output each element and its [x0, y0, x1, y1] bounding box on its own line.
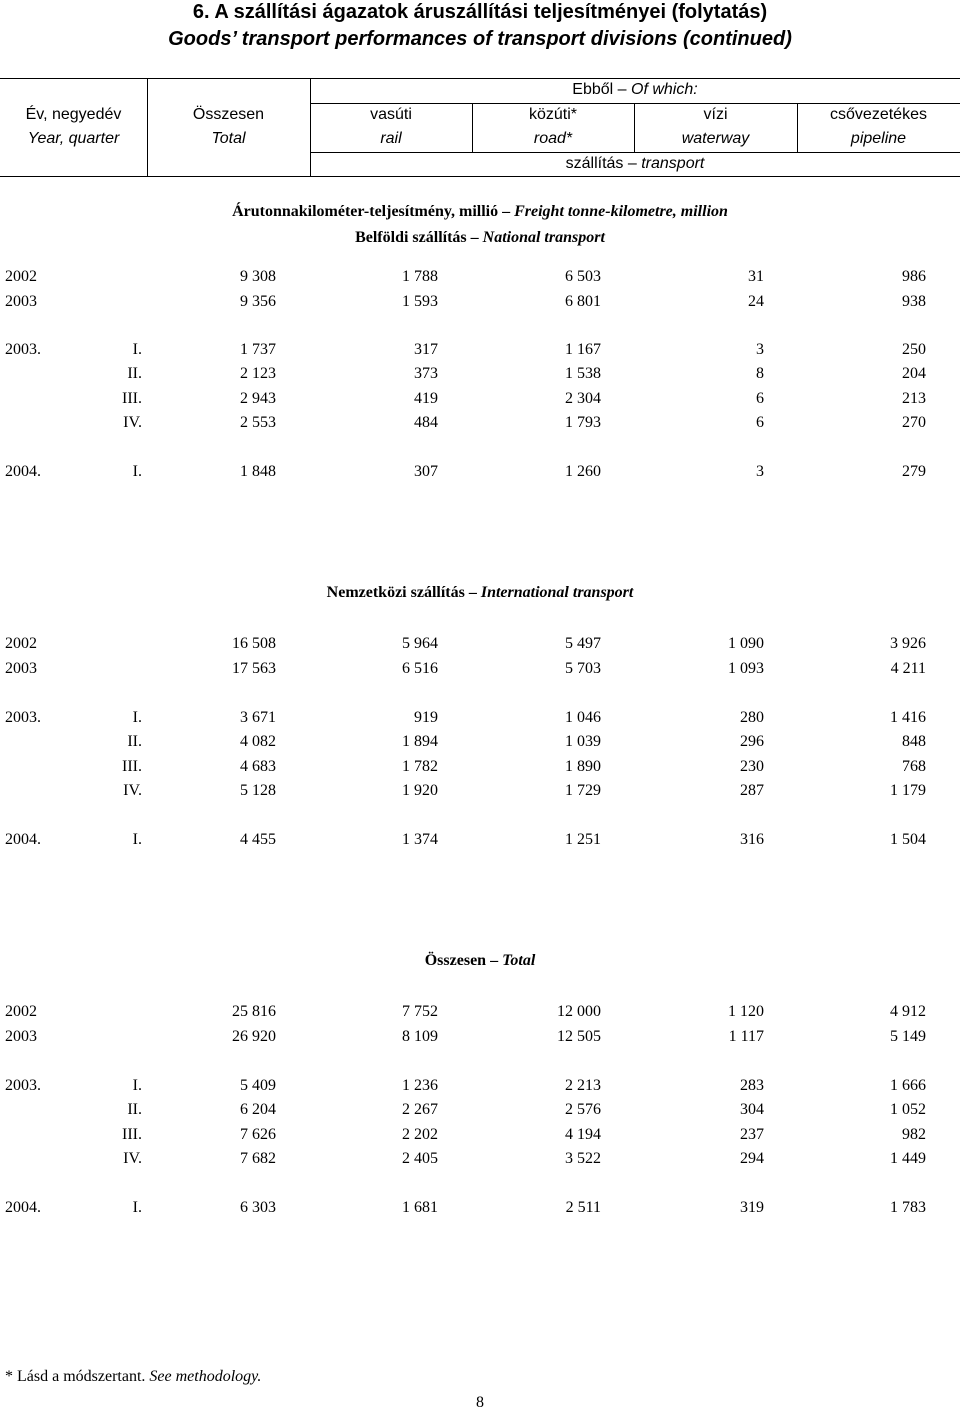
cell-quarter: IV. [123, 1150, 142, 1167]
section-heading-hu: Belföldi szállítás [355, 229, 467, 246]
cell-rail: 317 [414, 341, 438, 358]
cell-total: 26 920 [232, 1028, 276, 1045]
cell-quarter: I. [132, 831, 142, 848]
section-heading-sep: – [470, 229, 479, 246]
cell-total: 4 455 [240, 831, 276, 848]
header-of-which [310, 81, 960, 99]
header-transport-hu: szállítás [565, 155, 624, 172]
cell-rail: 7 752 [402, 1003, 438, 1020]
cell-total: 5 409 [240, 1077, 276, 1094]
cell-waterway: 294 [740, 1150, 764, 1167]
cell-quarter: II. [127, 365, 142, 382]
cell-rail: 1 894 [402, 733, 438, 750]
cell-waterway: 287 [740, 782, 764, 799]
cell-total: 2 943 [240, 390, 276, 407]
table-row [0, 414, 960, 434]
cell-quarter: III. [122, 1126, 142, 1143]
table-row [0, 709, 960, 729]
unit-heading-en: Freight tonne-kilometre, million [514, 203, 728, 220]
cell-quarter: III. [122, 390, 142, 407]
table-row [0, 390, 960, 410]
cell-road: 4 194 [565, 1126, 601, 1143]
cell-waterway: 230 [740, 758, 764, 775]
unit-heading-hu: Árutonnakilométer-teljesítmény, millió [232, 203, 499, 220]
cell-rail: 373 [414, 365, 438, 382]
cell-pipeline: 279 [902, 463, 926, 480]
cell-road: 2 213 [565, 1077, 601, 1094]
cell-road: 1 260 [565, 463, 601, 480]
header-rail-hu: vasúti [370, 106, 412, 123]
section-heading-national [0, 229, 960, 247]
header-columns-rule [310, 152, 960, 153]
table-row [0, 635, 960, 655]
cell-pipeline: 3 926 [890, 635, 926, 652]
cell-rail: 1 782 [402, 758, 438, 775]
cell-total: 5 128 [240, 782, 276, 799]
cell-road: 5 497 [565, 635, 601, 652]
cell-road: 1 251 [565, 831, 601, 848]
unit-heading-sep: – [502, 203, 511, 220]
cell-waterway: 6 [756, 390, 764, 407]
cell-waterway: 304 [740, 1101, 764, 1118]
cell-rail: 1 236 [402, 1077, 438, 1094]
cell-pipeline: 1 449 [890, 1150, 926, 1167]
table-row [0, 1077, 960, 1097]
cell-road: 1 729 [565, 782, 601, 799]
table-row [0, 1101, 960, 1121]
section-heading-hu: Nemzetközi szállítás [326, 584, 465, 601]
cell-road: 12 000 [557, 1003, 601, 1020]
cell-waterway: 283 [740, 1077, 764, 1094]
cell-total: 1 848 [240, 463, 276, 480]
cell-total: 4 683 [240, 758, 276, 775]
section-heading-hu: Összesen [424, 952, 487, 969]
cell-total: 16 508 [232, 635, 276, 652]
cell-road: 3 522 [565, 1150, 601, 1167]
unit-heading [0, 203, 960, 221]
table-row [0, 758, 960, 778]
table-row [0, 293, 960, 313]
table-row [0, 341, 960, 361]
cell-pipeline: 1 416 [890, 709, 926, 726]
cell-total: 9 308 [240, 268, 276, 285]
table-title-english: Goods’ transport performances of transport divisions (continued) [168, 28, 792, 50]
header-year-hu: Év, negyedév [25, 106, 122, 123]
cell-pipeline: 1 783 [890, 1199, 926, 1216]
cell-total: 25 816 [232, 1003, 276, 1020]
cell-year: 2003. [5, 341, 41, 358]
cell-pipeline: 986 [902, 268, 926, 285]
header-transport [310, 155, 960, 173]
footnote [5, 1368, 261, 1386]
cell-waterway: 31 [748, 268, 764, 285]
cell-total: 17 563 [232, 660, 276, 677]
cell-waterway: 319 [740, 1199, 764, 1216]
cell-road: 1 538 [565, 365, 601, 382]
section-heading-total [0, 952, 960, 970]
cell-waterway: 6 [756, 414, 764, 431]
table-row [0, 1150, 960, 1170]
cell-rail: 1 593 [402, 293, 438, 310]
cell-road: 1 167 [565, 341, 601, 358]
cell-pipeline: 250 [902, 341, 926, 358]
cell-total: 2 123 [240, 365, 276, 382]
cell-pipeline: 1 666 [890, 1077, 926, 1094]
cell-road: 6 801 [565, 293, 601, 310]
cell-total: 1 737 [240, 341, 276, 358]
cell-quarter: I. [132, 709, 142, 726]
table-row [0, 1028, 960, 1048]
cell-pipeline: 938 [902, 293, 926, 310]
cell-pipeline: 213 [902, 390, 926, 407]
cell-waterway: 280 [740, 709, 764, 726]
cell-pipeline: 982 [902, 1126, 926, 1143]
cell-rail: 8 109 [402, 1028, 438, 1045]
footnote-en: See methodology. [149, 1368, 262, 1385]
table-row [0, 782, 960, 802]
cell-road: 2 511 [565, 1199, 601, 1216]
cell-rail: 1 920 [402, 782, 438, 799]
cell-waterway: 1 090 [728, 635, 764, 652]
section-heading-sep: – [468, 584, 477, 601]
cell-year: 2004. [5, 1199, 41, 1216]
cell-waterway: 1 117 [728, 1028, 764, 1045]
cell-rail: 419 [414, 390, 438, 407]
cell-waterway: 1 120 [728, 1003, 764, 1020]
cell-waterway: 296 [740, 733, 764, 750]
cell-pipeline: 1 052 [890, 1101, 926, 1118]
cell-total: 4 082 [240, 733, 276, 750]
header-total-en: Total [211, 130, 246, 147]
cell-rail: 484 [414, 414, 438, 431]
table-row [0, 1126, 960, 1146]
cell-quarter: I. [132, 463, 142, 480]
cell-road: 1 793 [565, 414, 601, 431]
cell-rail: 1 788 [402, 268, 438, 285]
cell-waterway: 24 [748, 293, 764, 310]
cell-year: 2004. [5, 831, 41, 848]
cell-rail: 919 [414, 709, 438, 726]
cell-road: 2 576 [565, 1101, 601, 1118]
cell-quarter: II. [127, 733, 142, 750]
cell-year: 2003. [5, 1077, 41, 1094]
cell-year: 2002 [5, 635, 37, 652]
cell-total: 7 682 [240, 1150, 276, 1167]
header-of-which-en: Of which: [631, 81, 698, 98]
cell-road: 1 039 [565, 733, 601, 750]
header-of-which-hu: Ebből [572, 81, 614, 98]
cell-road: 1 890 [565, 758, 601, 775]
header-of-which-sep: – [617, 81, 627, 98]
section-heading-sep: – [490, 952, 499, 969]
table-row [0, 268, 960, 288]
table-row [0, 1199, 960, 1219]
header-road-hu: közúti* [528, 106, 578, 123]
cell-rail: 2 405 [402, 1150, 438, 1167]
header-ofwhich-rule [310, 103, 960, 104]
cell-pipeline: 204 [902, 365, 926, 382]
cell-year: 2002 [5, 1003, 37, 1020]
cell-pipeline: 4 211 [890, 660, 926, 677]
header-transport-en: transport [641, 155, 705, 172]
cell-rail: 6 516 [402, 660, 438, 677]
header-year-en: Year, quarter [27, 130, 120, 147]
header-water-en: waterway [681, 130, 750, 147]
cell-waterway: 316 [740, 831, 764, 848]
cell-rail: 307 [414, 463, 438, 480]
cell-waterway: 3 [756, 341, 764, 358]
cell-pipeline: 4 912 [890, 1003, 926, 1020]
cell-road: 5 703 [565, 660, 601, 677]
cell-waterway: 3 [756, 463, 764, 480]
cell-rail: 2 202 [402, 1126, 438, 1143]
cell-quarter: I. [132, 341, 142, 358]
cell-quarter: IV. [123, 782, 142, 799]
table-row [0, 1003, 960, 1023]
cell-waterway: 1 093 [728, 660, 764, 677]
cell-pipeline: 270 [902, 414, 926, 431]
cell-waterway: 8 [756, 365, 764, 382]
cell-year: 2003. [5, 709, 41, 726]
cell-year: 2004. [5, 463, 41, 480]
cell-road: 6 503 [565, 268, 601, 285]
header-top-rule [0, 78, 960, 79]
cell-total: 6 204 [240, 1101, 276, 1118]
cell-year: 2003 [5, 293, 37, 310]
cell-road: 1 046 [565, 709, 601, 726]
cell-year: 2003 [5, 660, 37, 677]
cell-quarter: I. [132, 1199, 142, 1216]
cell-year: 2003 [5, 1028, 37, 1045]
cell-total: 3 671 [240, 709, 276, 726]
header-total-hu: Összesen [192, 106, 265, 123]
cell-total: 6 303 [240, 1199, 276, 1216]
cell-total: 7 626 [240, 1126, 276, 1143]
cell-quarter: IV. [123, 414, 142, 431]
header-bottom-rule [0, 176, 960, 177]
cell-quarter: III. [122, 758, 142, 775]
cell-road: 2 304 [565, 390, 601, 407]
cell-total: 9 356 [240, 293, 276, 310]
footnote-hu: * Lásd a módszertant. [5, 1368, 146, 1385]
section-heading-international [0, 584, 960, 602]
cell-waterway: 237 [740, 1126, 764, 1143]
table-row [0, 365, 960, 385]
cell-rail: 5 964 [402, 635, 438, 652]
cell-quarter: I. [132, 1077, 142, 1094]
cell-pipeline: 5 149 [890, 1028, 926, 1045]
cell-total: 2 553 [240, 414, 276, 431]
table-row [0, 831, 960, 851]
section-heading-en: Total [502, 952, 536, 969]
cell-year: 2002 [5, 268, 37, 285]
cell-rail: 1 681 [402, 1199, 438, 1216]
section-heading-en: National transport [482, 229, 605, 246]
header-divider-1 [147, 78, 148, 176]
header-pipe-en: pipeline [850, 130, 907, 147]
cell-quarter: II. [127, 1101, 142, 1118]
cell-rail: 1 374 [402, 831, 438, 848]
header-pipe-hu: csővezetékes [830, 106, 927, 123]
header-rail-en: rail [380, 130, 402, 147]
cell-pipeline: 768 [902, 758, 926, 775]
table-row [0, 733, 960, 753]
header-water-hu: vízi [703, 106, 728, 123]
header-road-en: road* [533, 130, 573, 147]
header-transport-sep: – [627, 155, 637, 172]
cell-pipeline: 848 [902, 733, 926, 750]
cell-pipeline: 1 179 [890, 782, 926, 799]
table-row [0, 660, 960, 680]
cell-road: 12 505 [557, 1028, 601, 1045]
section-heading-en: International transport [480, 584, 634, 601]
table-row [0, 463, 960, 483]
page-number: 8 [476, 1394, 484, 1411]
table-title: 6. A szállítási ágazatok áruszállítási teljesítményei (folytatás) [192, 1, 768, 23]
cell-pipeline: 1 504 [890, 831, 926, 848]
cell-rail: 2 267 [402, 1101, 438, 1118]
